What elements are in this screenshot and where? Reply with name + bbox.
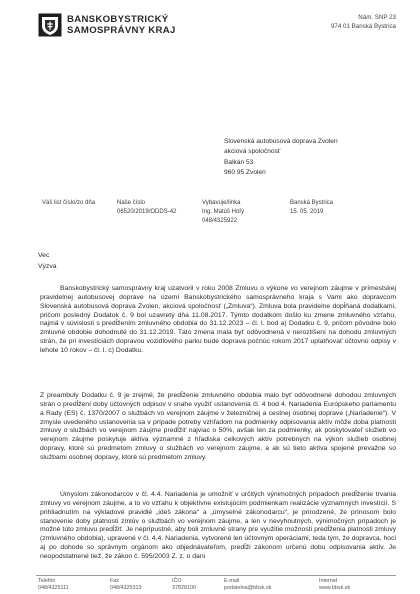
footer-phone-value: 048/4325111 — [38, 584, 69, 591]
footer-email-label: E-mail — [224, 578, 240, 584]
footer-email — [224, 578, 271, 591]
subject-text: Výzva — [38, 262, 57, 270]
ref-your-letter — [42, 199, 95, 208]
ref-our-number-label: Naše číslo — [117, 200, 146, 206]
footer-fax-label: Fax — [110, 578, 119, 584]
ref-handler-phone: 048/4325922 — [202, 217, 238, 224]
ref-place-date — [290, 199, 333, 217]
recipient-address — [224, 137, 338, 179]
footer-ico-label: IČO — [172, 578, 182, 584]
subject-label: Vec — [38, 252, 50, 259]
subject-block — [38, 251, 57, 272]
ref-date: 15. 05. 2019 — [290, 209, 324, 215]
ref-place: Banská Bystrica — [290, 200, 334, 206]
footer — [38, 578, 398, 592]
ref-handler-label: Vybavuje/linka — [202, 200, 241, 206]
ref-handler — [202, 199, 244, 225]
org-name — [67, 14, 176, 36]
org-name-line2: SAMOSPRÁVNY KRAJ — [67, 25, 176, 36]
ref-our-number — [117, 199, 176, 217]
body-paragraph-1 — [40, 285, 396, 356]
footer-phone — [38, 578, 69, 591]
footer-fax-value: 048/4325313 — [110, 584, 142, 591]
ref-our-number-value: 06520/2019/ODDS-42 — [117, 209, 177, 215]
body-paragraph-2-text: Z preambuly Dodatku č. 9 je zrejmé, že predĺženie zmluvného obdobia malo byť odôvodnené dohodou zmluvných strán o predĺžení doby účtovných odpisov v snahe využiť ustanovenia čl. 4 bod 4. Nariadenia Európskeho parlamentu a Rady (ES) č. 1370/2007 o službách vo verejnom záujme v železničnej a cestnej osobnej doprave („Nariadenie“). V zmysle uvedeného ustanovenia sa v prípade potreby vzhľadom na podmienky odpisovania aktív môže doba platnosti zmluvy o službách vo verejnom záujme predĺžiť najviac o 50%, avšak len za podmienky, ak poskytovateľ služieb vo verejnom záujme poskytuje aktíva významné z hľadiska celkových aktív potrebných na výkon služieb osobnej dopravy, ktoré sú predmetom zmluvy o službách vo verejnom záujme, a ak sú tieto aktíva spojené prevažne so službami osobnej dopravy, ktoré sú predmetom zmluvy. — [40, 392, 396, 461]
recipient-name: Slovenská autobusová doprava Zvolen — [224, 138, 338, 145]
recipient-company-type: akciová spoločnosť — [224, 148, 281, 156]
org-name-line1: BANSKOBYSTRICKÝ — [67, 14, 169, 25]
org-logo — [38, 13, 238, 37]
body-paragraph-3-text: Úmyslom zákonodarcov v čl. 4.4. Nariadenia je umožniť v určitých výnimočných prípadoch predĺženie trvania zmluvy vo verejnom záujme, a to vo vzťahu k objektívne existujúcim podmienkam realizácie významných investícií. S prihliadnutím na výkladové pravidlé „ideš zákona“ a „úmyselné zákonodarcu“, je prirodzené, že prínosom bolo stanovenie doby platnosti zmlúv o službách vo verejnom záujme, a len v nevyhnutných, výnimočných prípadoch je možné túto zmluvu predĺžiť. Je neprípustné, aby boli zmluvné strany pre využitie možnosti predĺženia platnosti zmluvy (zmluvného obdobia), upravené v čl. 4.4. Nariadenia, vytvorené len účtovným operáciami, teda tým, že dopravca, hoci aj po dohode so správnym orgánom ako objednávateľom, predĺži zákonom určenú dobu odpisovania aktív. Je neopodstatnené tiež, že zákon č. 595/2003 Z. z. o dani — [40, 491, 396, 560]
recipient-street: Balkán 53 — [224, 158, 254, 166]
recipient-city: 960 95 Zvolen — [224, 169, 266, 177]
footer-fax — [110, 578, 141, 591]
sender-address-line2: 974 01 Banská Bystrica — [330, 23, 396, 30]
sender-address-line1: Nám. SNP 23 — [358, 14, 396, 21]
body-paragraph-3 — [40, 491, 396, 562]
footer-divider — [36, 575, 396, 576]
reference-row — [42, 199, 392, 229]
footer-web — [319, 578, 350, 591]
ref-your-letter-label: Váš list číslo/zo dňa — [42, 200, 96, 206]
footer-ico-value: 37828100 — [172, 584, 196, 591]
body-paragraph-1-text: Banskobystrický samosprávny kraj uzatvoril v roku 2008 Zmluvu o výkone vo verejnom záujme v prímestskej pravidelnej autobusovej doprave na území Banskobystrického samosprávneho kraja s Vami ako dopravcom Slovenská autobusová doprava Zvolen, akciová spoločnosť („Zmluva“). Zmluva bola pravidelne dopĺňaná dodatkami, pričom posledný Dodatok č. 9 bol uzavretý dňa 11.08.2017. Týmto dodatkom došlo ku zmene zmluvného vzťahu, najmä v súvislosti s predĺžením zmluvného obdobia do 31.12.2023 – čl. I. bod a) Dodatku č. 9, pričom pôvodne bolo zmluvné obdobie dohodnuté do 31.12.2019. Táto zmena mala byť odôvodnená v nerozlíšení na dohodu zmluvných strán, že pri investíciách dopravou vozidlového parku bude doprava počnúc rokom 2017 uplatňovať účtovnú odpisy v lehote 10 rokov – čl. I. c) Dodatku. — [40, 285, 396, 354]
body-paragraph-2 — [40, 392, 396, 463]
ref-handler-name: Ing. Matúš Hoľý — [202, 209, 245, 215]
footer-ico — [172, 578, 196, 591]
footer-phone-label: Telefón — [38, 578, 56, 584]
footer-web-value[interactable]: www.bbsk.sk — [319, 584, 351, 591]
footer-web-label: Internet — [319, 578, 338, 584]
sender-address — [331, 13, 396, 31]
coat-of-arms-icon — [38, 13, 62, 37]
footer-email-value[interactable]: podatelna@bbsk.sk — [224, 584, 272, 591]
